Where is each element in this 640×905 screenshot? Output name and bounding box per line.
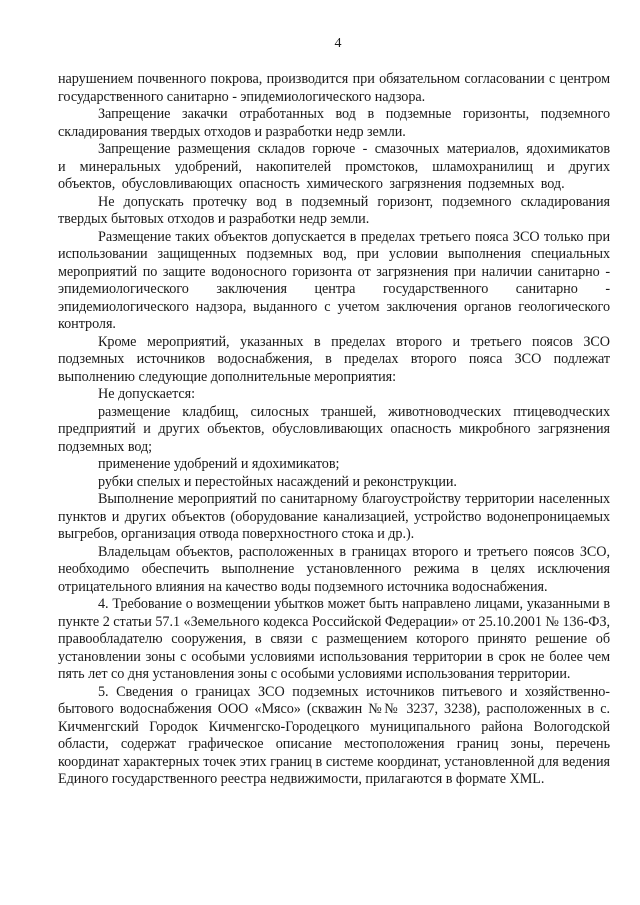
paragraph-6: Кроме мероприятий, указанных в пределах второго и третьего поясов ЗСО подземных источников водоснабжения, в пределах второго пояса ЗСО подлежат выполнению следующие дополнительные мероприятия: [58,333,610,385]
paragraph-4: Не допускать протечку вод в подземный горизонт, подземного складирования твердых бытовых отходов и разработки недр земли. [58,193,610,227]
paragraph-1: нарушением почвенного покрова, производится при обязательном согласовании с центром государственного санитарно - эпидемиологического надзора. [58,71,610,105]
paragraph-9: применение удобрений и ядохимикатов; [98,456,340,472]
paragraph-5: Размещение таких объектов допускается в пределах третьего пояса ЗСО только при использовании защищенных подземных вод, при условии выполнения специальных мероприятий по защите водоносного горизонта от загрязнения при наличии санитарно - эпидемиологического заключения центра государственного санитарно - эпидемиологического надзора, выданного с учетом заключения органов геологического контроля. [58,228,610,332]
paragraph-10: рубки спелых и перестойных насаждений и реконструкции. [98,473,457,490]
paragraph-8: размещение кладбищ, силосных траншей, животноводческих птицеводческих предприятий и других объектов, обусловливающих опасность микробного загрязнения подземных вод; [58,403,610,455]
paragraph-11: Выполнение мероприятий по санитарному благоустройству территории населенных пунктов и других объектов (оборудование канализацией, устройство водонепроницаемых выгребов, организация отвода поверхностного стока и др.). [58,491,610,542]
paragraph-13: 4. Требование о возмещении убытков может быть направлено лицами, указанными в пункте 2 статьи 57.1 «Земельного кодекса Российской Федерации» от 25.10.2001 № 136-ФЗ, правообладателю сооружения, в связи с размещением которого принято решение об установлении зоны с особыми условиями использования территории в срок не более чем пять лет со дня установления зоны с особыми условиями использования территории. [58,596,610,682]
paragraph-14: 5. Сведения о границах ЗСО подземных источников питьевого и хозяйственно-бытового водоснабжения ООО «Мясо» (скважин №№ 3237, 3238), расположенных в с. Кичменгский Городок Кичменгско-Городецкого муниципального района Вологодской области, содержат графическое описание местоположения границ зоны, перечень координат характерных точек этих границ в системе координат, установленной для ведения Единого государственного реестра недвижимости, прилагаются в формате XML. [58,683,610,787]
page-number: 4 [334,36,342,51]
paragraph-7: Не допускается: [98,386,196,402]
paragraph-12: Владельцам объектов, расположенных в границах второго и третьего поясов ЗСО, необходимо обеспечить выполнение установленного режима в целях исключения отрицательного влияния на качество воды подземного источника водоснабжения. [58,543,610,595]
paragraph-3: Запрещение размещения складов горюче - смазочных материалов, ядохимикатов и минеральных удобрений, накопителей промстоков, шламохранилищ и других объектов, обусловливающих опасность химического загрязнения подземных вод. [58,141,610,192]
paragraph-2: Запрещение закачки отработанных вод в подземные горизонты, подземного складирования твердых отходов и разработки недр земли. [58,106,610,140]
